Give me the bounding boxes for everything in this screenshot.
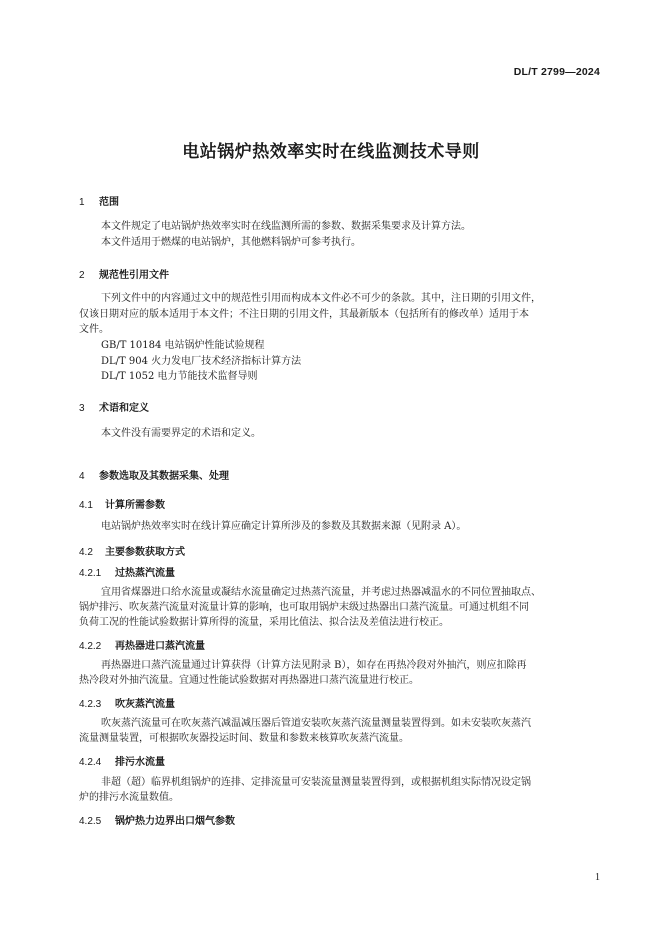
standard-code: DL/T 2799—2024 xyxy=(513,66,600,78)
paragraph-line: 炉的排污水流量数值。 xyxy=(79,792,179,803)
paragraph: 本文件规定了电站锅炉热效率实时在线监测所需的参数、数据采集要求及计算方法。 xyxy=(101,221,471,232)
subsection-title: 主要参数获取方式 xyxy=(105,547,185,558)
clause-number: 4.2.3 xyxy=(79,699,102,710)
clause-4-2-3-heading xyxy=(79,695,175,710)
section-title: 规范性引用文件 xyxy=(99,270,169,281)
reference-item: GB/T 10184 电站锅炉性能试验规程 xyxy=(101,340,265,351)
paragraph: 本文件适用于燃煤的电站锅炉，其他燃料锅炉可参考执行。 xyxy=(101,237,361,248)
clause-number: 4.2.4 xyxy=(79,757,102,768)
reference-item: DL/T 904 火力发电厂技术经济指标计算方法 xyxy=(101,356,302,367)
section-number: 3 xyxy=(79,403,85,414)
paragraph-line: 再热器进口蒸汽流量通过计算获得（计算方法见附录 B），如存在再热冷段对外抽汽，则应扣除再 xyxy=(101,660,527,671)
section-number: 2 xyxy=(79,270,85,281)
clause-4-2-5-heading xyxy=(79,812,235,827)
paragraph-line: 流量测量装置，可根据吹灰器投运时间、数量和参数来核算吹灰蒸汽流量。 xyxy=(79,733,409,744)
paragraph-line: 热冷段对外抽汽流量。宜通过性能试验数据对再热器进口蒸汽流量进行校正。 xyxy=(79,675,419,686)
paragraph-line: 仅该日期对应的版本适用于本文件；不注日期的引用文件，其最新版本（包括所有的修改单）适用于本 xyxy=(79,309,529,320)
paragraph-line: 吹灰蒸汽流量可在吹灰蒸汽减温减压器后管道安装吹灰蒸汽流量测量装置得到。如未安装吹灰蒸汽 xyxy=(101,718,531,729)
clause-number: 4.2.1 xyxy=(79,568,102,579)
paragraph-line: 下列文件中的内容通过文中的规范性引用而构成本文件必不可少的条款。其中，注日期的引用文件， xyxy=(101,293,541,304)
reference-item: DL/T 1052 电力节能技术监督导则 xyxy=(101,371,258,382)
clause-4-2-1-heading xyxy=(79,564,175,579)
subsection-number: 4.1 xyxy=(79,500,93,511)
section-3-heading xyxy=(79,399,149,414)
section-title: 术语和定义 xyxy=(99,403,149,414)
subsection-number: 4.2 xyxy=(79,547,93,558)
paragraph-line: 负荷工况的性能试验数据计算所得的流量，采用比值法、拟合法及差值法进行校正。 xyxy=(79,617,449,628)
paragraph-line: 宜用省煤器进口给水流量或凝结水流量确定过热蒸汽流量，并考虑过热器减温水的不同位置抽取点、 xyxy=(101,587,541,598)
subsection-4-1-heading xyxy=(79,496,165,511)
clause-title: 过热蒸汽流量 xyxy=(115,568,175,579)
section-number: 4 xyxy=(79,471,85,482)
clause-number: 4.2.2 xyxy=(79,641,102,652)
subsection-title: 计算所需参数 xyxy=(105,500,165,511)
subsection-4-2-heading xyxy=(79,543,185,558)
clause-title: 锅炉热力边界出口烟气参数 xyxy=(115,816,235,827)
section-2-heading xyxy=(79,266,169,281)
clause-title: 吹灰蒸汽流量 xyxy=(115,699,175,710)
section-title: 参数选取及其数据采集、处理 xyxy=(99,471,229,482)
clause-4-2-4-heading xyxy=(79,753,165,768)
section-4-heading xyxy=(79,467,229,482)
document-title: 电站锅炉热效率实时在线监测技术导则 xyxy=(182,142,480,162)
clause-title: 再热器进口蒸汽流量 xyxy=(115,641,205,652)
paragraph-line: 文件。 xyxy=(79,324,109,335)
clause-number: 4.2.5 xyxy=(79,816,102,827)
page-number: 1 xyxy=(595,872,600,883)
paragraph-line: 非超（超）临界机组锅炉的连排、定排流量可安装流量测量装置得到，或根据机组实际情况设定锅 xyxy=(101,777,531,788)
paragraph: 电站锅炉热效率实时在线计算应确定计算所涉及的参数及其数据来源（见附录 A）。 xyxy=(101,521,467,532)
paragraph-line: 锅炉排污、吹灰蒸汽流量对流量计算的影响，也可取用锅炉末级过热器出口蒸汽流量。可通过机组不同 xyxy=(79,602,529,613)
section-number: 1 xyxy=(79,197,85,208)
clause-title: 排污水流量 xyxy=(115,757,165,768)
paragraph: 本文件没有需要界定的术语和定义。 xyxy=(101,428,261,439)
section-1-heading xyxy=(79,193,119,208)
section-title: 范围 xyxy=(99,197,119,208)
clause-4-2-2-heading xyxy=(79,637,205,652)
